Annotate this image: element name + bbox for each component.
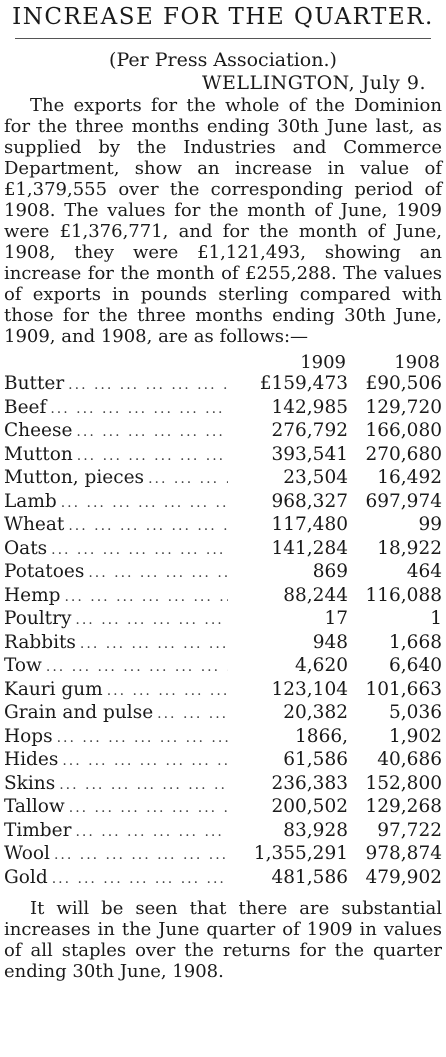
value-1909: 88,244 (283, 584, 348, 606)
leader-dots (76, 633, 228, 656)
table-row (4, 796, 442, 820)
value-1908: 152,800 (365, 772, 442, 794)
leader-dots (84, 562, 228, 585)
value-1908: 18,922 (377, 537, 442, 559)
leader-dots (103, 680, 228, 703)
table-row (4, 561, 442, 585)
value-1908: 270,680 (365, 443, 442, 465)
row-item: Tow (4, 655, 42, 676)
value-1909: 117,480 (271, 514, 348, 535)
row-item: Mutton (4, 443, 73, 465)
value-1908: 129,720 (365, 396, 442, 418)
value-1909: 1866, (295, 725, 348, 747)
value-1909: 4,620 (295, 655, 348, 676)
value-1908: 1,668 (389, 631, 442, 653)
leader-dots (47, 539, 228, 562)
conclusion-paragraph: It will be seen that there are substantial increases in the June quarter of 1909 in values of all staples over the returns for the quarter ending 30th June, 1908. (4, 898, 442, 982)
leader-dots (57, 492, 228, 515)
value-1908: 697,974 (365, 490, 442, 512)
row-item: Hops (4, 725, 53, 747)
value-1909: 123,104 (271, 678, 348, 700)
value-1908: 129,268 (365, 796, 442, 817)
row-item: Cheese (4, 420, 73, 441)
row-item: Wool (4, 843, 50, 864)
table-row (4, 749, 442, 773)
table-row (4, 585, 442, 609)
row-item: Potatoes (4, 561, 85, 582)
value-1909: 1,355,291 (253, 843, 348, 864)
leader-dots (60, 586, 228, 609)
table-row (4, 608, 442, 632)
row-item: Beef (4, 396, 47, 418)
row-item: Oats (4, 537, 48, 559)
value-1909: 968,327 (271, 490, 348, 512)
value-1909: 236,383 (271, 772, 348, 794)
leader-dots (55, 774, 228, 797)
table-row (4, 397, 442, 421)
row-item: Wheat (4, 514, 65, 535)
row-item: Mutton, pieces (4, 467, 145, 488)
value-1909: 142,985 (271, 396, 348, 418)
leader-dots (42, 656, 228, 679)
row-item: Lamb (4, 490, 57, 512)
leader-dots (48, 868, 228, 891)
news-clipping (0, 2, 446, 1057)
value-1908: 166,080 (365, 420, 442, 441)
leader-dots (144, 468, 228, 491)
value-1909: 276,792 (271, 420, 348, 441)
headline: INCREASE FOR THE QUARTER. (12, 4, 434, 30)
value-1908: 6,640 (389, 655, 442, 676)
table-row (4, 491, 442, 515)
row-item: Rabbits (4, 631, 76, 653)
leader-dots (50, 844, 228, 867)
table-row (4, 773, 442, 797)
value-1909: 481,586 (271, 866, 348, 888)
table-row (4, 867, 442, 891)
table-row (4, 514, 442, 538)
table-row (4, 444, 442, 468)
row-item: Grain and pulse (4, 702, 154, 723)
row-item: Kauri gum (4, 678, 103, 700)
value-1908: 101,663 (365, 678, 442, 700)
leader-dots (46, 398, 228, 421)
value-1909: 869 (312, 561, 348, 582)
value-1908: £90,506 (365, 373, 442, 394)
value-1909: 393,541 (271, 443, 348, 465)
leader-dots (72, 421, 228, 444)
leader-dots (64, 374, 228, 397)
value-1908: 97,722 (377, 819, 442, 841)
value-1908: 464 (406, 561, 442, 582)
table-row (4, 373, 442, 397)
table-row (4, 538, 442, 562)
table-row (4, 632, 442, 656)
row-item: Poultry (4, 608, 72, 629)
value-1908: 479,902 (365, 866, 442, 888)
value-1909: £159,473 (259, 373, 348, 394)
table-body (4, 373, 442, 890)
dateline: WELLINGTON, July 9. (201, 72, 426, 94)
leader-dots (58, 750, 228, 773)
value-1908: 99 (418, 514, 442, 535)
value-1908: 16,492 (377, 467, 442, 488)
leader-dots (65, 797, 228, 820)
table-row (4, 726, 442, 750)
value-1908: 5,036 (389, 702, 442, 723)
row-item: Timber (4, 819, 72, 841)
value-1909: 83,928 (283, 819, 348, 841)
value-1909: 948 (312, 631, 348, 653)
row-item: Tallow (4, 796, 65, 817)
table-row (4, 843, 442, 867)
value-1908: 1 (430, 608, 442, 629)
row-item: Gold (4, 866, 48, 888)
exports-table (4, 353, 442, 890)
value-1909: 61,586 (283, 749, 348, 770)
intro-paragraph: The exports for the whole of the Dominion for the three months ending 30th June last, as supplied by the Industries and Commerce Department, show an increase in value of £1,379,555 over the corresponding period of 1908. The values for the month of June, 1909 were £1,376,771, and for the month of June, 1908, they were £1,121,493, showing an increase for the month of £255,288. The values of exports in pounds sterling compared with those for the three months ending 30th June, 1909, and 1908, are as follows:— (4, 95, 442, 347)
row-item: Hemp (4, 584, 61, 606)
leader-dots (64, 515, 228, 538)
value-1909: 141,284 (271, 537, 348, 559)
value-1909: 23,504 (283, 467, 348, 488)
table-row (4, 702, 442, 726)
column-header-1908: 1908 (394, 352, 440, 373)
byline: (Per Press Association.) (109, 49, 337, 71)
table-header (4, 353, 442, 373)
table-row (4, 467, 442, 491)
leader-dots (71, 609, 228, 632)
value-1908: 978,874 (365, 843, 442, 864)
table-row (4, 820, 442, 844)
leader-dots (71, 821, 228, 844)
value-1908: 40,686 (377, 749, 442, 770)
row-item: Hides (4, 749, 59, 770)
leader-dots (73, 445, 228, 468)
value-1909: 20,382 (283, 702, 348, 723)
column-header-1909: 1909 (300, 352, 346, 373)
leader-dots (53, 727, 228, 750)
row-item: Skins (4, 772, 56, 794)
headline-rule (15, 38, 431, 39)
table-row (4, 420, 442, 444)
table-row (4, 655, 442, 679)
leader-dots (153, 703, 228, 726)
table-row (4, 679, 442, 703)
row-item: Butter (4, 373, 65, 394)
value-1908: 116,088 (365, 584, 442, 606)
value-1909: 17 (324, 608, 348, 629)
value-1909: 200,502 (271, 796, 348, 817)
value-1908: 1,902 (389, 725, 442, 747)
